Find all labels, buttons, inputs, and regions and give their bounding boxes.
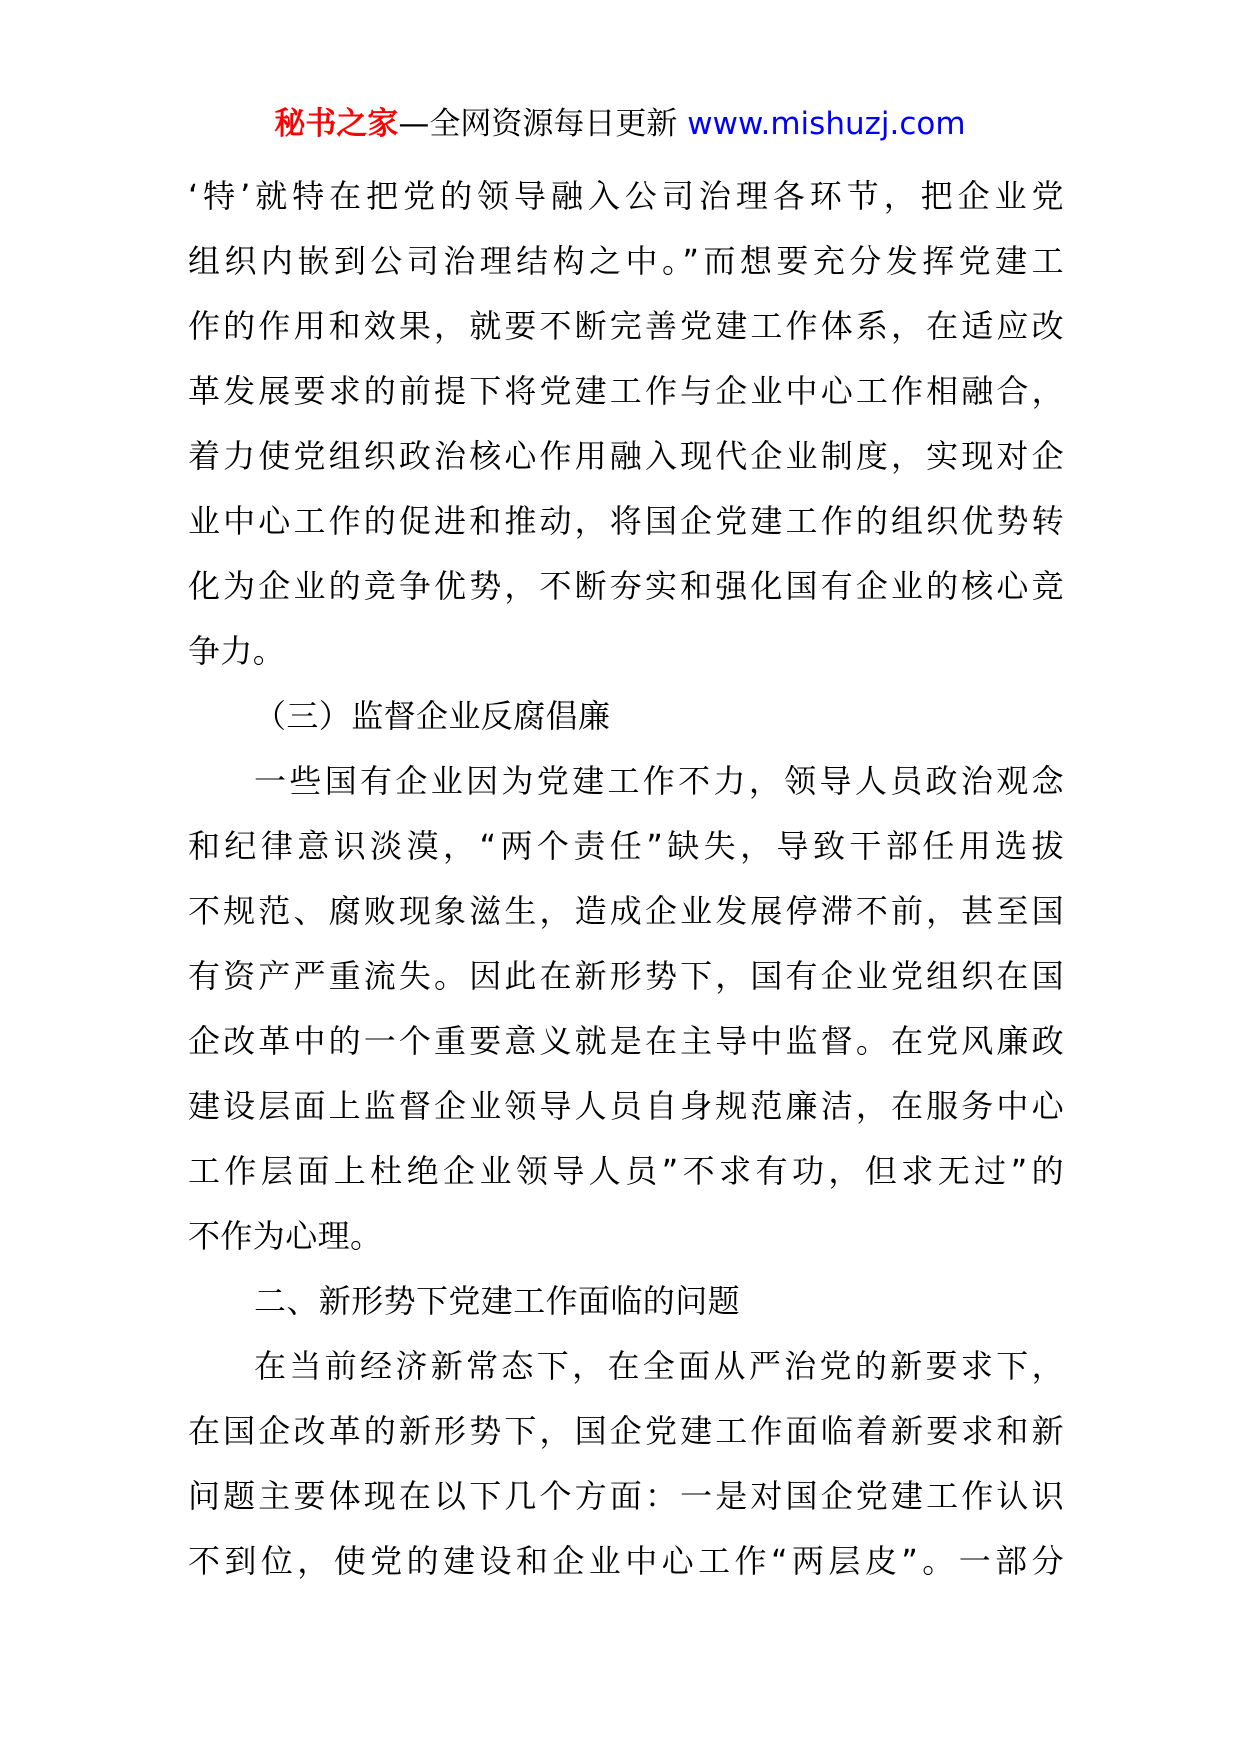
text-line: 争力。 <box>188 632 286 670</box>
text-line: 有资产严重流失。因此在新形势下，国有企业党组织在国 <box>188 957 1064 995</box>
text-line: 组织内嵌到公司治理结构之中。”而想要充分发挥党建工 <box>188 242 1064 280</box>
text-line: 建设层面上监督企业领导人员自身规范廉洁，在服务中心 <box>188 1087 1064 1125</box>
text-line: 在当前经济新常态下，在全面从严治党的新要求下， <box>254 1347 1064 1385</box>
text-line: 企改革中的一个重要意义就是在主导中监督。在党风廉政 <box>188 1022 1064 1060</box>
section-heading: （三）监督企业反腐倡廉 <box>254 697 611 735</box>
text-line: 不作为心理。 <box>188 1217 383 1255</box>
text-line: 着力使党组织政治核心作用融入现代企业制度，实现对企 <box>188 437 1064 475</box>
text-line: 作的作用和效果，就要不断完善党建工作体系，在适应改 <box>188 307 1064 345</box>
text-line: 不到位，使党的建设和企业中心工作“两层皮”。一部分 <box>188 1542 1064 1580</box>
site-tagline: —全网资源每日更新 <box>398 106 678 142</box>
text-line: ‘特’就特在把党的领导融入公司治理各环节，把企业党 <box>188 177 1064 215</box>
text-line: 在国企改革的新形势下，国企党建工作面临着新要求和新 <box>188 1412 1064 1450</box>
site-url[interactable]: www.mishuzj.com <box>687 106 966 142</box>
text-line: 不规范、腐败现象滋生，造成企业发展停滞不前，甚至国 <box>188 892 1064 930</box>
text-line: 问题主要体现在以下几个方面：一是对国企党建工作认识 <box>188 1477 1064 1515</box>
text-line: 和纪律意识淡漠，“两个责任”缺失，导致干部任用选拔 <box>188 827 1064 865</box>
text-line: 业中心工作的促进和推动，将国企党建工作的组织优势转 <box>188 502 1064 540</box>
document-body <box>188 164 1064 1594</box>
section-heading: 二、新形势下党建工作面临的问题 <box>254 1282 741 1320</box>
text-line: 工作层面上杜绝企业领导人员”不求有功，但求无过”的 <box>188 1152 1064 1190</box>
text-line: 革发展要求的前提下将党建工作与企业中心工作相融合， <box>188 372 1064 410</box>
site-header <box>0 101 1240 147</box>
site-brand: 秘书之家 <box>274 106 399 142</box>
text-line: 化为企业的竞争优势，不断夯实和强化国有企业的核心竞 <box>188 567 1064 605</box>
text-line: 一些国有企业因为党建工作不力，领导人员政治观念 <box>254 762 1064 800</box>
